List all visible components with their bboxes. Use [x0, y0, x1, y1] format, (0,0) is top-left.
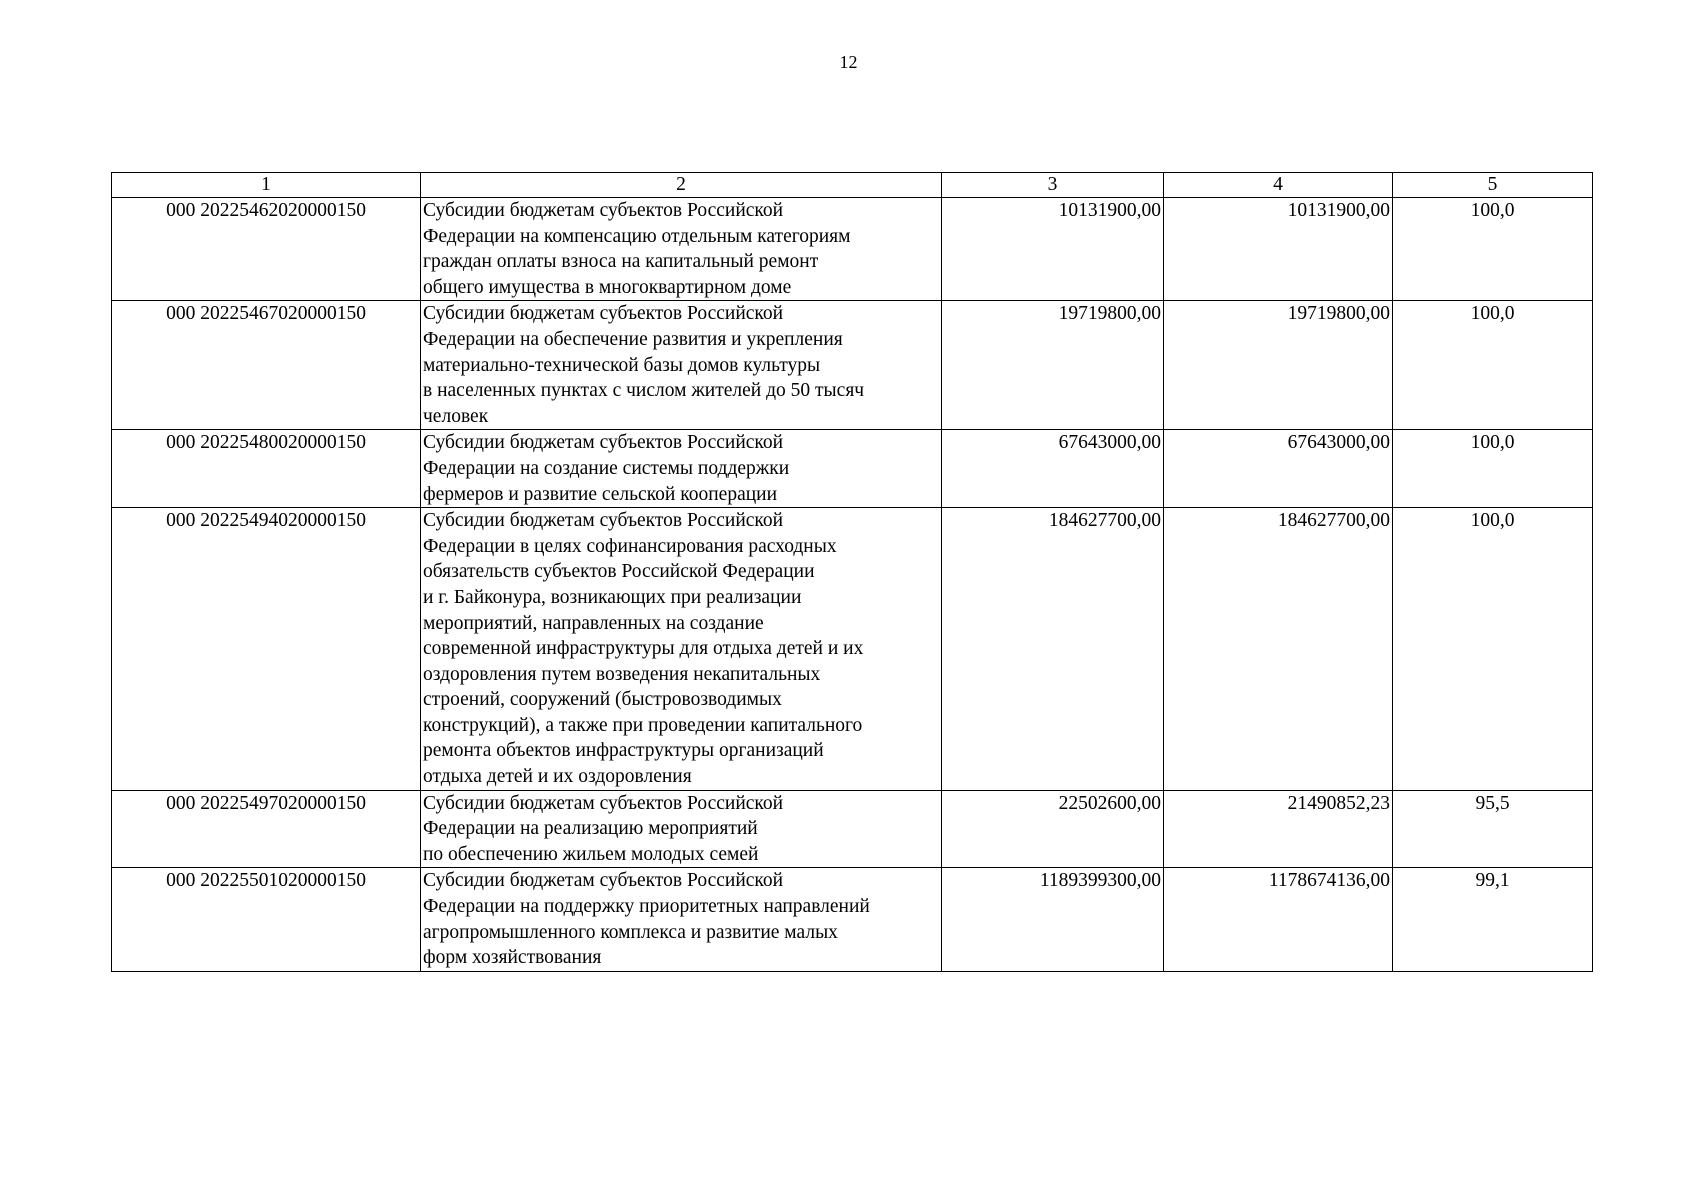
- table-row: [112, 790, 1593, 868]
- execution-percent: 100,0: [1393, 301, 1593, 430]
- execution-percent: 99,1: [1393, 868, 1593, 971]
- table-row: [112, 508, 1593, 791]
- table-header: [112, 173, 1593, 198]
- table-row: [112, 198, 1593, 301]
- execution-percent: 95,5: [1393, 790, 1593, 868]
- income-description: Субсидии бюджетам субъектов Российской Федерации на обеспечение развития и укрепления материально-технической базы домов культуры в населенных пунктах с числом жителей до 50 тысяч человек: [421, 301, 942, 430]
- column-header-4: 4: [1164, 173, 1393, 198]
- budget-table: [111, 172, 1593, 972]
- table-row: [112, 301, 1593, 430]
- execution-percent: 100,0: [1393, 430, 1593, 508]
- income-description: Субсидии бюджетам субъектов Российской Федерации на поддержку приоритетных направлений агропромышленного комплекса и развитие малых форм хозяйствования: [421, 868, 942, 971]
- budget-code: 000 20225497020000150: [112, 790, 421, 868]
- column-header-5: 5: [1393, 173, 1593, 198]
- column-header-1: 1: [112, 173, 421, 198]
- budget-code: 000 20225462020000150: [112, 198, 421, 301]
- table-row: [112, 430, 1593, 508]
- executed-amount: 184627700,00: [1164, 508, 1393, 791]
- planned-amount: 19719800,00: [942, 301, 1164, 430]
- executed-amount: 67643000,00: [1164, 430, 1393, 508]
- budget-code: 000 20225467020000150: [112, 301, 421, 430]
- executed-amount: 19719800,00: [1164, 301, 1393, 430]
- column-header-3: 3: [942, 173, 1164, 198]
- header-row: [112, 173, 1593, 198]
- table-row: [112, 868, 1593, 971]
- income-description: Субсидии бюджетам субъектов Российской Федерации на реализацию мероприятий по обеспечению жильем молодых семей: [421, 790, 942, 868]
- table-body: [112, 198, 1593, 972]
- income-description: Субсидии бюджетам субъектов Российской Федерации на создание системы поддержки фермеров и развитие сельской кооперации: [421, 430, 942, 508]
- income-description: Субсидии бюджетам субъектов Российской Федерации на компенсацию отдельным категориям граждан оплаты взноса на капитальный ремонт общего имущества в многоквартирном доме: [421, 198, 942, 301]
- budget-code: 000 20225501020000150: [112, 868, 421, 971]
- column-header-2: 2: [421, 173, 942, 198]
- planned-amount: 67643000,00: [942, 430, 1164, 508]
- budget-code: 000 20225494020000150: [112, 508, 421, 791]
- planned-amount: 184627700,00: [942, 508, 1164, 791]
- planned-amount: 10131900,00: [942, 198, 1164, 301]
- execution-percent: 100,0: [1393, 508, 1593, 791]
- execution-percent: 100,0: [1393, 198, 1593, 301]
- budget-code: 000 20225480020000150: [112, 430, 421, 508]
- executed-amount: 10131900,00: [1164, 198, 1393, 301]
- planned-amount: 1189399300,00: [942, 868, 1164, 971]
- income-description: Субсидии бюджетам субъектов Российской Федерации в целях софинансирования расходных обязательств субъектов Российской Федерации и г. Байконура, возникающих при реализации мероприятий, направленных на создание современной инфраструктуры для отдыха детей и их оздоровления путем возведения некапитальных строений, сооружений (быстровозводимых конструкций), а также при проведении капитального ремонта объектов инфраструктуры организаций отдыха детей и их оздоровления: [421, 508, 942, 791]
- planned-amount: 22502600,00: [942, 790, 1164, 868]
- executed-amount: 1178674136,00: [1164, 868, 1393, 971]
- executed-amount: 21490852,23: [1164, 790, 1393, 868]
- page-number: 12: [839, 52, 858, 72]
